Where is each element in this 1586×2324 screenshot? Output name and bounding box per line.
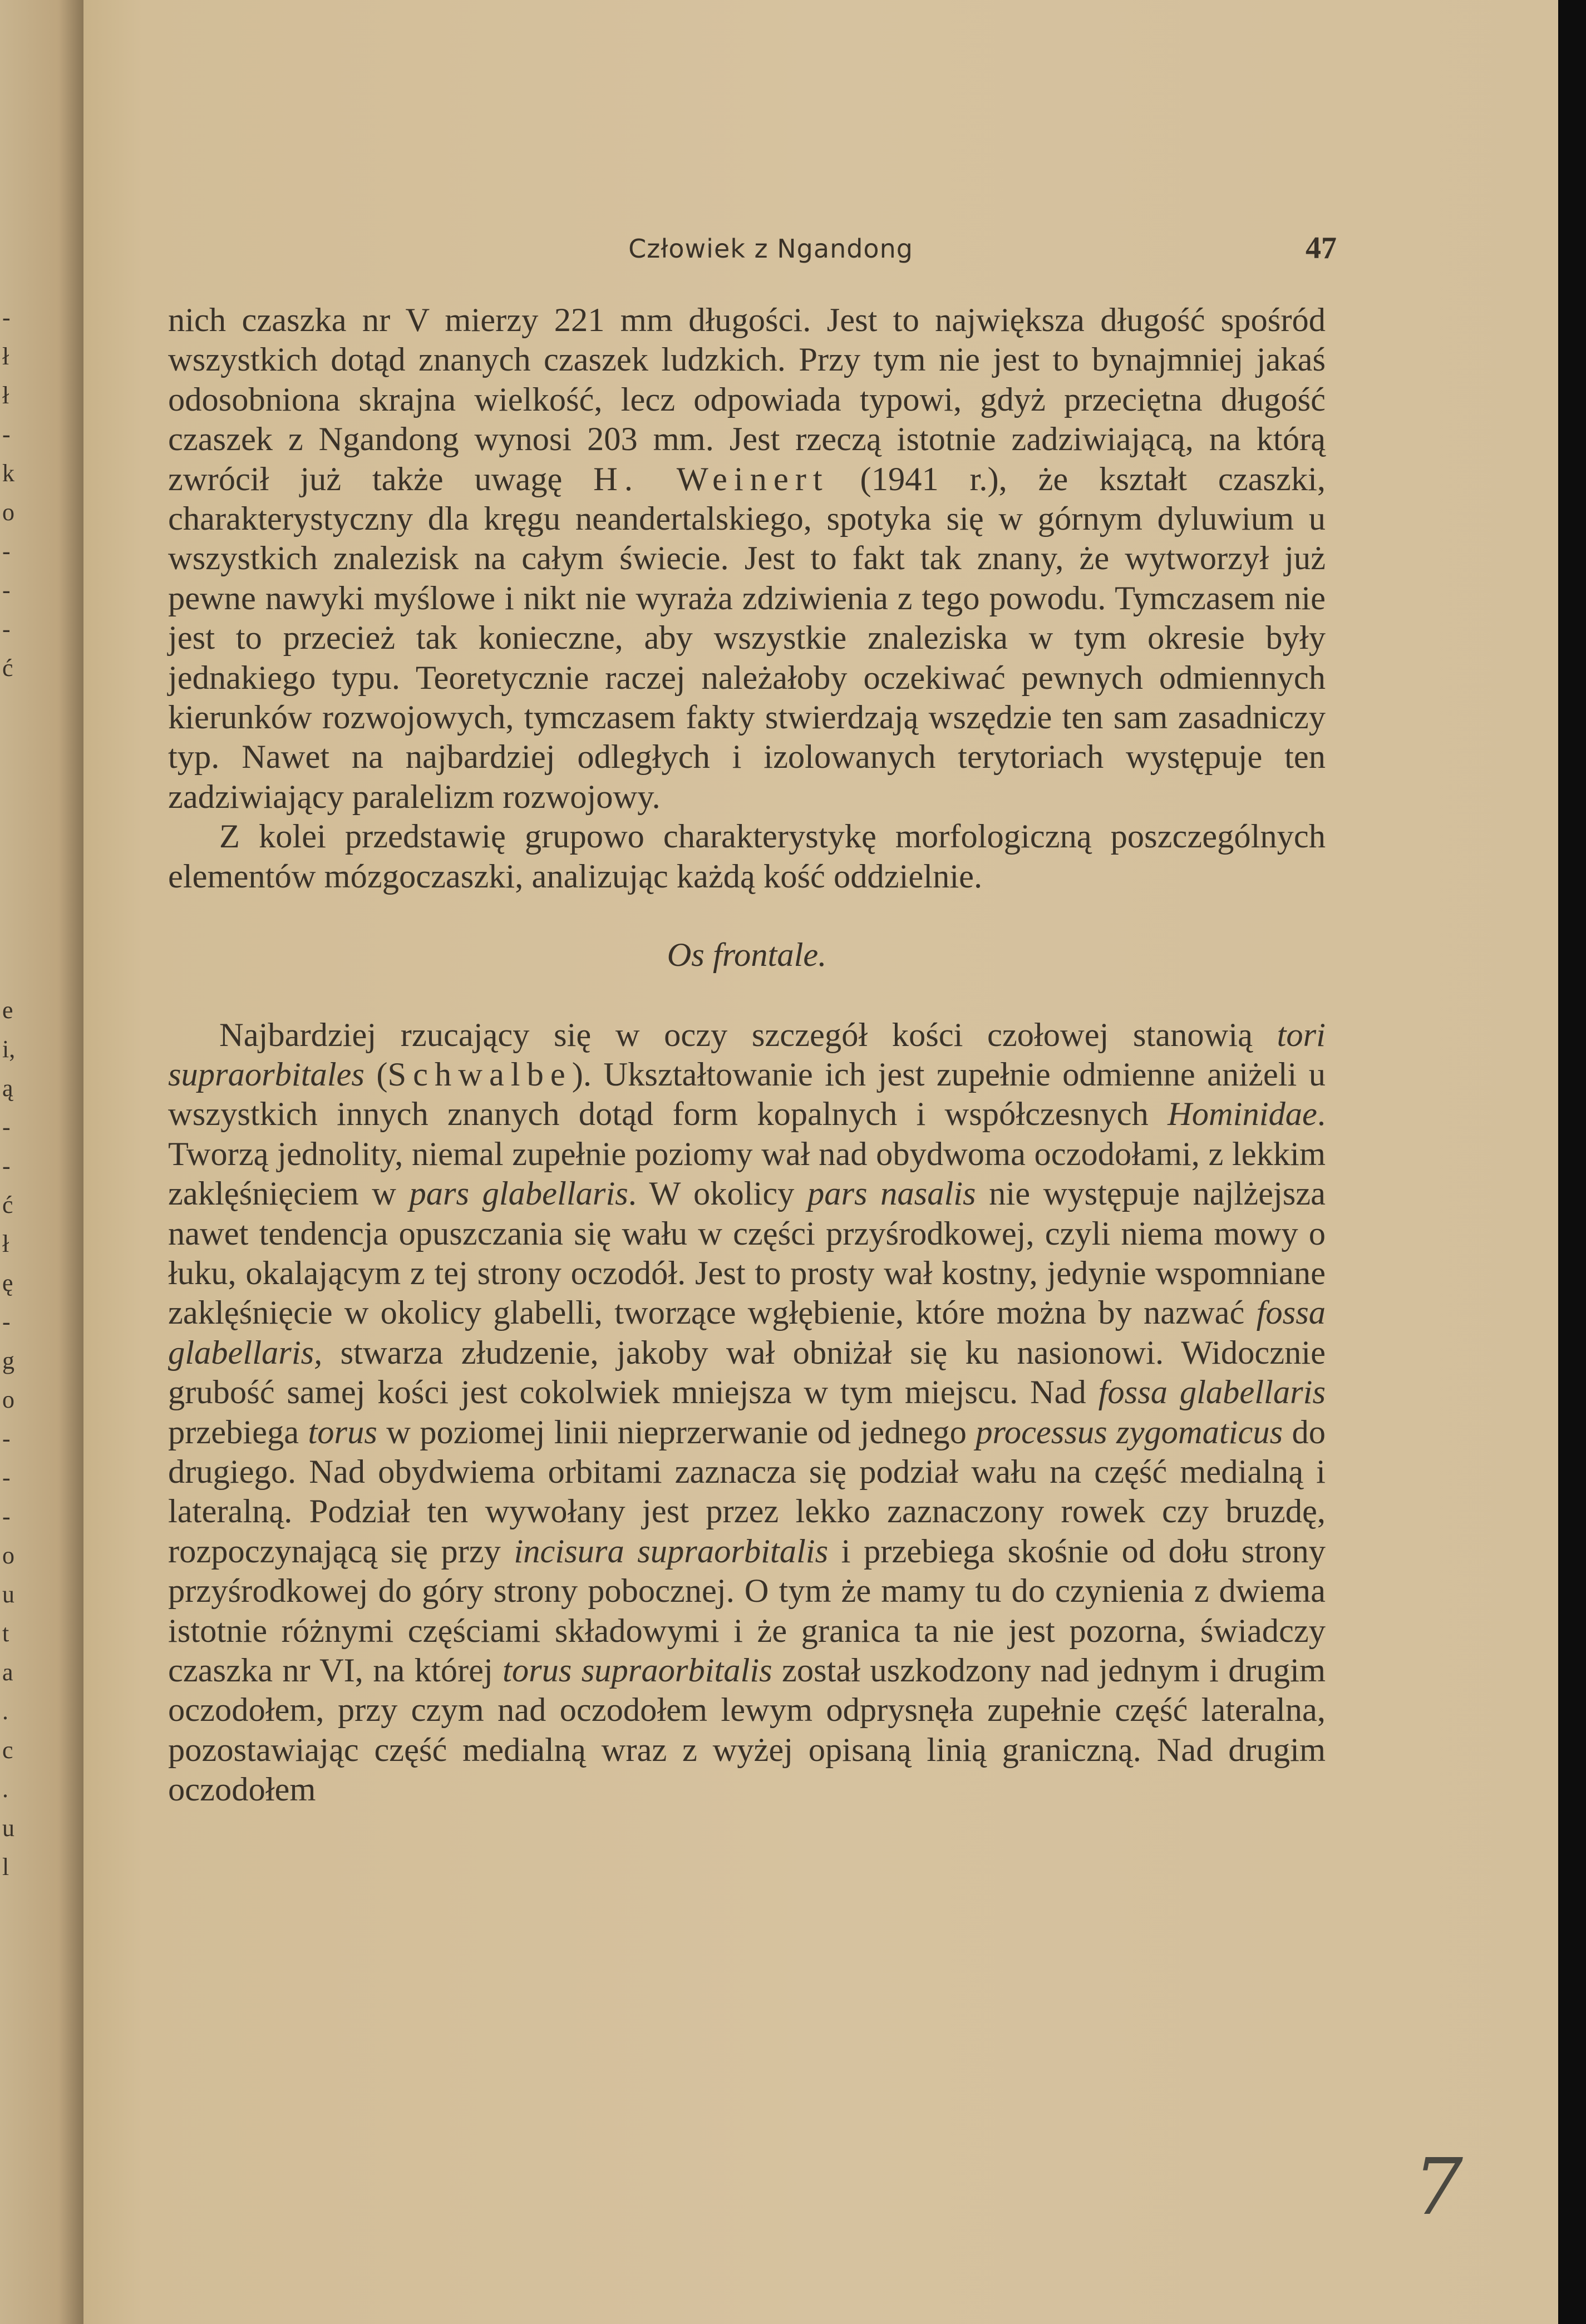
facing-page-fragment: i, (2, 1035, 16, 1063)
paragraph-text: został uszkodzony nad jednym i drugim oczodołem, przy czym nad oczodołem lewym odprysnęła zupełnie część lateralna, pozostawiając część medialną wraz z wyżej opisaną linią graniczną. Nad drugim oczodołem (168, 1652, 1326, 1809)
latin-term: torus (308, 1413, 377, 1451)
facing-page-fragment: - (2, 576, 11, 604)
facing-page-fragment: a (2, 1659, 13, 1686)
paragraph-text: do drugiego. Nad obydwiema orbitami zaznacza się podział wału na część medialną i lateralną. Podział ten wywołany jest przez lekko zaznaczony rowek czy bruzdę, rozpoczynającą się przy (168, 1413, 1326, 1570)
facing-page-fragment: - (2, 1113, 11, 1141)
paragraph-text: ( (364, 1055, 388, 1093)
author-name: H. Weinert (593, 460, 829, 498)
facing-page-fragment: - (2, 421, 11, 448)
facing-page-fragment: e (2, 996, 13, 1024)
page-header (83, 231, 1558, 273)
body-text (168, 300, 1326, 1810)
left-page-edge (0, 0, 83, 2324)
facing-page-fragment: ą (2, 1074, 13, 1102)
latin-term: pars glabellaris (409, 1175, 628, 1213)
latin-term: torus supraorbitalis (503, 1652, 772, 1689)
facing-page-fragment: - (2, 1152, 11, 1180)
latin-term: pars nasalis (807, 1175, 976, 1213)
facing-page-fragment: g (2, 1347, 14, 1374)
latin-term: fossa glabellaris, (168, 1294, 1326, 1371)
facing-page-fragment: - (2, 1503, 11, 1530)
facing-page-fragment: . (2, 1698, 8, 1725)
paragraph-text: . Tworzą jednolity, niemal zupełnie poziomy wał nad obydwoma oczodołami, z lekkim zaklęśnięciem w (168, 1096, 1326, 1213)
paragraph (168, 1015, 1326, 1810)
facing-page-fragment: - (2, 1308, 11, 1335)
paragraph-text: ). Ukształtowanie ich jest zupełnie odmienne aniżeli u wszystkich innych znanych dotąd form kopalnych i współczesnych (168, 1055, 1326, 1133)
paragraph-text: przebiega (168, 1413, 308, 1451)
facing-page-fragment: . (2, 1775, 8, 1803)
facing-page-fragment: o (2, 1386, 14, 1413)
handwritten-mark: 7 (1413, 2142, 1464, 2233)
running-title: Człowiek z Ngandong (628, 234, 913, 264)
author-name: Schwalbe (387, 1055, 572, 1093)
paragraph-text: w poziomej linii nieprzerwanie od jednego (377, 1413, 976, 1451)
paragraph-text: (1941 r.), że kształt czaszki, charakterystyczny dla kręgu neandertalskiego, spotyka się w górnym dyluwium u wszystkich znalezisk na całym świecie. Jest to fakt tak znany, że wytworzył już pewne nawyki myślowe i nikt nie wyraża zdziwienia z tego powodu. Tymczasem nie jest to przecież tak konieczne, aby wszystkie znaleziska w tym okresie były jednakiego typu. Teoretycznie raczej należałoby oczekiwać pewnych odmiennych kierunków rozwojowych, tymczasem fakty stwierdzają wszędzie ten sam zasadniczy typ. Nawet na najbardziej odległych i izolowanych terytoriach występuje ten zadziwiający paralelizm rozwojowy. (168, 460, 1326, 816)
paragraph-text: nich czaszka nr V mierzy 221 mm długości. Jest to największa długość spośród wszystkich dotąd znanych czaszek ludzkich. Przy tym nie jest to bynajmniej jakaś odosobniona skrajna wielkość, lecz odpowiada typowi, gdyż przeciętna długość czaszek z Ngandong wynosi 203 mm. Jest rzeczą istotnie zadziwiającą, na którą zwrócił już także uwagę (168, 302, 1326, 498)
facing-page-fragment: ę (2, 1269, 13, 1296)
latin-term: incisura supraorbitalis (514, 1532, 829, 1570)
paragraph (168, 817, 1326, 896)
scan-border (1558, 0, 1586, 2324)
paragraph-text: stwarza złudzenie, jakoby wał obniżał się ku nasionowi. Widocznie grubość samej kości jest cokolwiek mniejsza w tym miejscu. Nad (168, 1334, 1326, 1412)
facing-page-fragment: - (2, 304, 11, 331)
latin-term: tori supraorbitales (168, 1016, 1326, 1093)
paragraph-text: nie występuje najlżejsza nawet tendencja opuszczania się wału w części przyśrodkowej, czyli niema mowy o łuku, okalającym z tej strony oczodół. Jest to prosty wał kostny, jedynie wspomniane zaklęśnięcie w okolicy glabelli, tworzące wgłębienie, które można by nazwać (168, 1175, 1326, 1332)
facing-page-fragment: t (2, 1620, 9, 1647)
section-heading: Os frontale. (667, 936, 827, 974)
facing-page-fragment: - (2, 615, 11, 643)
facing-page-fragment: - (2, 1464, 11, 1491)
facing-page-fragment: - (2, 1425, 11, 1452)
facing-page-fragment: u (2, 1814, 14, 1842)
facing-page-fragment: o (2, 499, 14, 526)
facing-page-fragment: c (2, 1736, 13, 1764)
facing-page-fragment: - (2, 537, 11, 565)
paragraph-text: Najbardziej rzucający się w oczy szczegół kości czołowej stanowią (219, 1016, 1277, 1054)
page-number: 47 (1306, 231, 1337, 265)
facing-page-fragment: ł (2, 343, 9, 370)
facing-page-fragment: u (2, 1581, 14, 1608)
paragraph-text: Z kolei przedstawię grupowo charakterystykę morfologiczną poszczególnych elementów mózgoczaszki, analizując każdą kość oddzielnie. (168, 818, 1326, 895)
facing-page-fragment: ć (2, 1191, 13, 1218)
book-page (83, 0, 1558, 2324)
facing-page-fragment: o (2, 1542, 14, 1569)
facing-page-fragment: ć (2, 654, 13, 682)
facing-page-fragment: k (2, 460, 14, 487)
latin-term: Hominidae (1168, 1096, 1317, 1133)
latin-term: processus zygomaticus (976, 1413, 1283, 1451)
facing-page-fragment: ł (2, 382, 9, 409)
paragraph-text: . W okolicy (628, 1175, 807, 1213)
facing-page-fragment: ł (2, 1230, 9, 1257)
paragraph-text: i przebiega skośnie od dołu strony przyśrodkowej do góry strony pobocznej. O tym że mamy tu do czynienia z dwiema istotnie różnymi częściami składowymi i że granica ta nie jest pozorna, świadczy czaszka nr VI, na której (168, 1532, 1326, 1689)
paragraph (168, 300, 1326, 817)
latin-term: fossa glabellaris (1098, 1374, 1326, 1412)
facing-page-fragment: l (2, 1853, 9, 1881)
